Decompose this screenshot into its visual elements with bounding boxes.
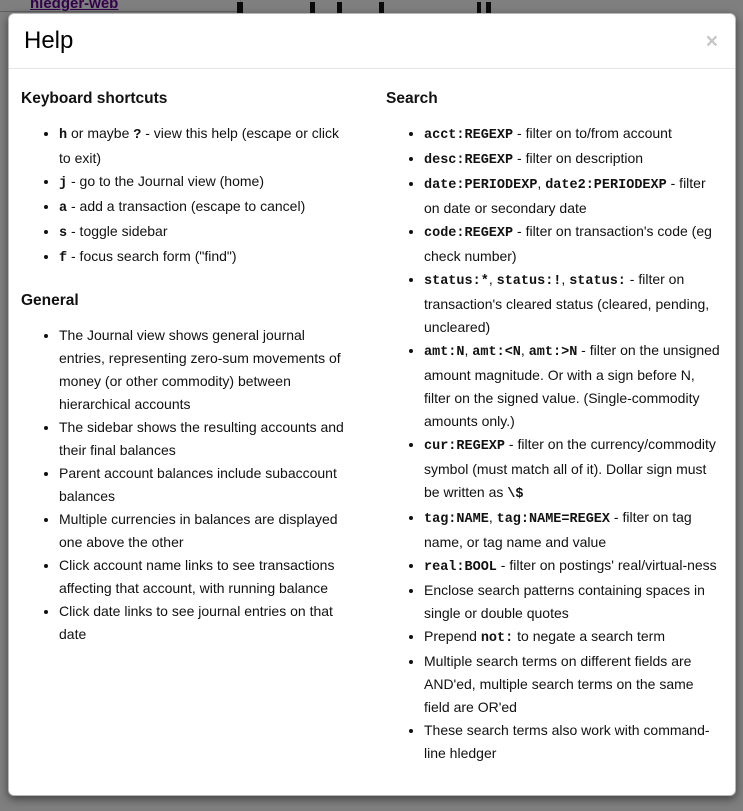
code-term: cur:REGEXP — [424, 439, 506, 454]
help-modal — [8, 13, 736, 796]
help-list-item: • The sidebar shows the resulting accounts and their final balances — [59, 416, 354, 462]
help-list-item: • code:REGEXP - filter on transaction's code (eg check number) — [424, 220, 721, 268]
help-list-item: • amt:N, amt:<N, amt:>N - filter on the unsigned amount magnitude. Or with a sign before N, filter on the signed value. (Single-commodity amounts only.) — [424, 339, 721, 433]
close-icon[interactable]: × — [705, 30, 718, 53]
help-list-item: • desc:REGEXP - filter on description — [424, 147, 721, 172]
modal-body — [9, 69, 735, 786]
help-list-item: • date:PERIODEXP, date2:PERIODEXP - filter on date or secondary date — [424, 172, 721, 220]
help-list-item: • Enclose search patterns containing spaces in single or double quotes — [424, 579, 721, 625]
help-list-item: • cur:REGEXP - filter on the currency/commodity symbol (must match all of it). Dollar sign must be written as \$ — [424, 433, 721, 506]
help-list-item: • Click account name links to see transactions affecting that account, with running balance — [59, 554, 354, 600]
code-term: tag:NAME — [424, 512, 489, 527]
modal-title: Help — [24, 27, 74, 54]
help-list — [21, 324, 354, 646]
code-term: desc:REGEXP — [424, 153, 514, 168]
code-term: date2:PERIODEXP — [545, 178, 667, 193]
help-list-item: • a - add a transaction (escape to cancel) — [59, 195, 354, 220]
section-heading: General — [21, 292, 79, 309]
code-term: status:* — [424, 274, 489, 289]
help-list-item: • status:*, status:!, status: - filter on transaction's cleared status (cleared, pending, uncleared) — [424, 268, 721, 339]
help-list-item: • h or maybe ? - view this help (escape or click to exit) — [59, 122, 354, 170]
help-list-item: • s - toggle sidebar — [59, 220, 354, 245]
code-term: amt:>N — [528, 345, 578, 360]
help-column-right — [372, 89, 723, 786]
code-term: ? — [133, 128, 142, 143]
help-list-item: • j - go to the Journal view (home) — [59, 170, 354, 195]
code-term: s — [59, 226, 68, 241]
help-list-item: • tag:NAME, tag:NAME=REGEX - filter on tag name, or tag name and value — [424, 506, 721, 554]
section-heading: Search — [386, 90, 438, 107]
code-term: tag:NAME=REGEX — [496, 512, 611, 527]
code-term: real:BOOL — [424, 560, 497, 575]
help-list-item: • Parent account balances include subaccount balances — [59, 462, 354, 508]
code-term: status: — [569, 274, 626, 289]
help-list-item: • Prepend not: to negate a search term — [424, 625, 721, 650]
section-heading: Keyboard shortcuts — [21, 90, 168, 107]
help-list-item: • f - focus search form ("find") — [59, 245, 354, 270]
help-column-left — [21, 89, 372, 786]
code-term: acct:REGEXP — [424, 128, 514, 143]
code-term: amt:N — [424, 345, 465, 360]
help-list-item: • acct:REGEXP - filter on to/from account — [424, 122, 721, 147]
help-list-item: • real:BOOL - filter on postings' real/virtual-ness — [424, 554, 721, 579]
code-term: f — [59, 251, 68, 266]
modal-header — [9, 14, 735, 69]
code-term: code:REGEXP — [424, 226, 514, 241]
code-term: \$ — [507, 487, 524, 502]
code-term: h — [59, 128, 68, 143]
help-list — [21, 122, 354, 270]
code-term: not: — [480, 631, 514, 646]
help-list-item: • Multiple search terms on different fields are AND'ed, multiple search terms on the same field are OR'ed — [424, 650, 721, 719]
help-list-item: • Multiple currencies in balances are displayed one above the other — [59, 508, 354, 554]
code-term: a — [59, 201, 68, 216]
code-term: j — [59, 176, 68, 191]
help-list-item: • Click date links to see journal entries on that date — [59, 600, 354, 646]
code-term: amt:<N — [472, 345, 521, 360]
help-list — [386, 122, 721, 765]
help-list-item: • The Journal view shows general journal entries, representing zero-sum movements of money (or other commodity) between hierarchical accounts — [59, 324, 354, 416]
help-list-item: • These search terms also work with command-line hledger — [424, 719, 721, 765]
code-term: status:! — [496, 274, 562, 289]
code-term: date:PERIODEXP — [424, 178, 538, 193]
